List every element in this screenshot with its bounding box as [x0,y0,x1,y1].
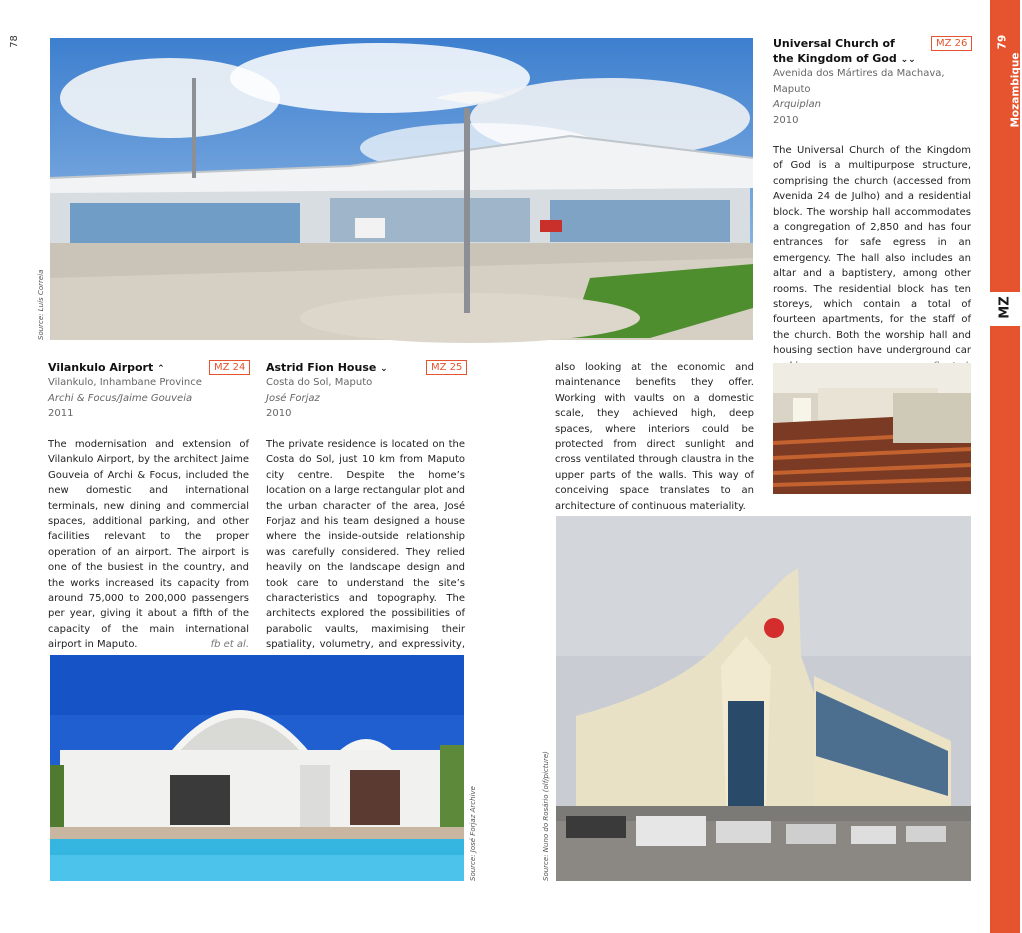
entry-location: Vilankulo, Inhambane Province [48,377,202,388]
entry-code-badge: MZ 25 [426,360,467,375]
entry-body-paragraph: also looking at the economic and maintenance benefits they offer. Working with vaults on a domestic scale, they achieved high, deep spaces, where interiors could be protected from direct sunlight and cross ventilated through claustra in the upper parts of the walls. This way of conceiving space translates to an architecture of continuous materiality. [555,362,754,512]
entry-title-line1: Universal Church of [773,37,895,50]
entry-meta [48,375,202,422]
side-tab-country: Mozambique [1009,52,1022,128]
entry-body-text [266,437,465,668]
house-photo-credit: Source: José Forjaz Archive [469,786,477,881]
page-number-left: 78 [8,35,20,48]
entry-architect: Archi & Focus/Jaime Gouveia [48,392,193,404]
house-photo [50,655,464,881]
entry-code-badge: MZ 24 [209,360,250,375]
entry-meta [773,66,945,128]
airport-photo [50,38,753,340]
entry-body-paragraph: The Universal Church of the Kingdom of God is a multipurpose structure, comprising the church (accessed from Avenida 24 de Julho) and a residential block. The worship hall accommodates a congregation of 2,850 and has four entrances for safe egress in an emergency. The hall also includes an altar and a baptistery, among other rooms. The residential block has ten storeys, which contain a total of fourteen apartments, for the staff of the church. Both the worship hall and housing section have underground car [773,145,971,357]
expand-arrow-icon: ⌄⌄ [900,55,916,65]
expand-arrow-icon: ⌃ [157,364,165,374]
entry-year: 2011 [48,408,74,419]
page-number-right: 79 [996,34,1009,50]
entry-title-text: Astrid Fion House [266,361,377,374]
entry-body-text [773,143,971,374]
church-exterior-photo [556,516,971,881]
entry-code-badge: MZ 26 [931,36,972,51]
entry-location-line1: Avenida dos Mártires da Machava, [773,68,945,79]
entry-meta [266,375,372,422]
church-photo-credit: Source: Nuno do Rosário (olf/picture) [542,751,550,881]
entry-body-paragraph: The modernisation and extension of Vilankulo Airport, by the architect Jaime Gouveia of Archi & Focus, included the new domestic and international terminals, new dining and commercial spaces, additional parking, and other facilities relevant to the proper operation of an airport. The airport is one of the busiest in the country, and the works increased its capacity from around 75,000 to 200,000 passengers per year, giving it about a fifth of the capacity of the main international airport in Maputo. [48,439,249,651]
entry-title-text: Vilankulo Airport [48,361,154,374]
airport-photo-credit: Source: Luís Correia [37,269,45,340]
entry-body-text [48,437,249,653]
entry-author: fb et al. [210,639,249,651]
entry-architect: José Forjaz [266,392,320,404]
expand-arrow-icon: ⌄ [380,364,388,374]
entry-year: 2010 [773,114,799,126]
entry-body-paragraph: The private residence is located on the Costa do Sol, just 10 km from Maputo city centre. Despite the home’s location on a large rectangular plot and the urban character of the area, José Forjaz and his team designed a house where the inside-outside relationship was carefully considered. They relied heavily on the landscape design and took care to understand the site’s characteristics and topography. The architects explored the possibilities of parabolic vaults, maximising their spatiality, volumetry, and expressivity, [266,439,465,651]
side-tab-code: MZ [997,296,1013,319]
entry-location-line2: Maputo [773,83,811,95]
entry-title-universal-church [773,36,916,68]
entry-title-line2: the Kingdom of God [773,52,897,65]
entry-body-text-continued [555,360,754,529]
entry-architect: Arquiplan [773,99,822,110]
entry-year: 2010 [266,408,292,419]
side-tab [990,0,1020,933]
church-interior-photo [773,363,971,494]
entry-location: Costa do Sol, Maputo [266,377,373,388]
